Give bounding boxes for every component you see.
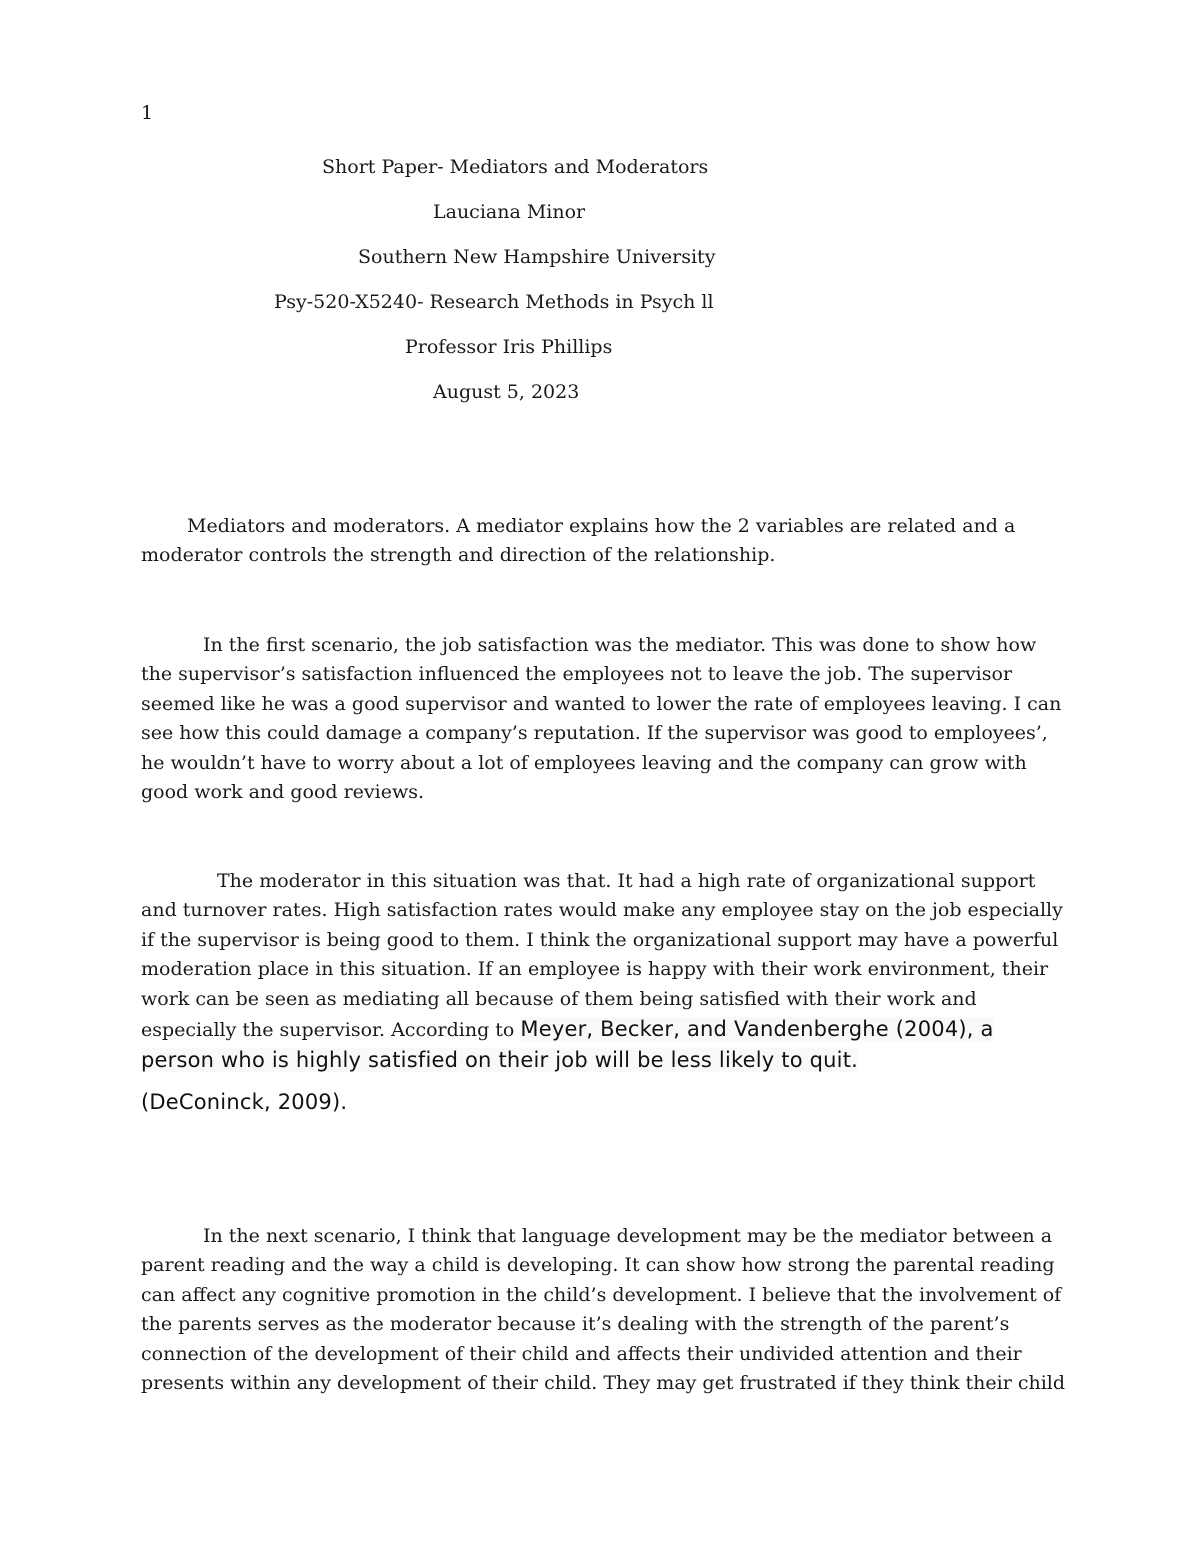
intro-paragraph — [141, 512, 1066, 571]
scenario-one-paragraph — [141, 631, 1066, 807]
institution-name: Southern New Hampshire University — [358, 246, 716, 268]
moderator-paragraph — [141, 867, 1066, 1077]
author-name: Lauciana Minor — [433, 201, 586, 223]
scenario-two-paragraph — [141, 1222, 1066, 1398]
scenario-two-text: In the next scenario, I think that language development may be the mediator between a parent reading and the way a child is developing. It can show how strong the parental reading can affect any cognitive promotion in the child’s development. I believe that the involvement of the parents serves as the moderator because it’s dealing with the strength of the parent’s connection of the development of their child and affects their undivided attention and their presents within any development of their child. They may get frustrated if they think their child — [141, 1225, 1066, 1395]
paper-date: August 5, 2023 — [433, 381, 580, 403]
professor-name: Professor Iris Phillips — [405, 336, 613, 358]
course-name: Psy-520-X5240- Research Methods in Psych ll — [274, 291, 714, 313]
quoted-source-text: Meyer, Becker, and Vandenberghe (2004), a person who is highly satisfied on their job will be less likely to quit. — [141, 1017, 994, 1073]
scenario-one-text: In the first scenario, the job satisfaction was the mediator. This was done to show how the supervisor’s satisfaction influenced the employees not to leave the job. The supervisor seemed like he was a good supervisor and wanted to lower the rate of employees leaving. I can see how this could damage a company’s reputation. If the supervisor was good to employees’, he wouldn’t have to worry about a lot of employees leaving and the company can grow with good work and good reviews. — [141, 634, 1062, 804]
citation-text: (DeConinck, 2009). — [141, 1090, 348, 1114]
paper-title: Short Paper- Mediators and Moderators — [322, 156, 709, 178]
moderator-text: The moderator in this situation was that. It had a high rate of organizational support and turnover rates. High satisfaction rates would make any employee stay on the job especially if the supervisor is being good to them. I think the organizational support may have a powerful moderation place in this situation. If an employee is happy with their work environment, their work can be seen as mediating all because of them being satisfied with their work and especially the supervisor. According to — [141, 870, 1063, 1042]
intro-text: Mediators and moderators. A mediator explains how the 2 variables are related and a moderator controls the strength and direction of the relationship. — [141, 515, 1016, 567]
page-number: 1 — [141, 102, 154, 124]
